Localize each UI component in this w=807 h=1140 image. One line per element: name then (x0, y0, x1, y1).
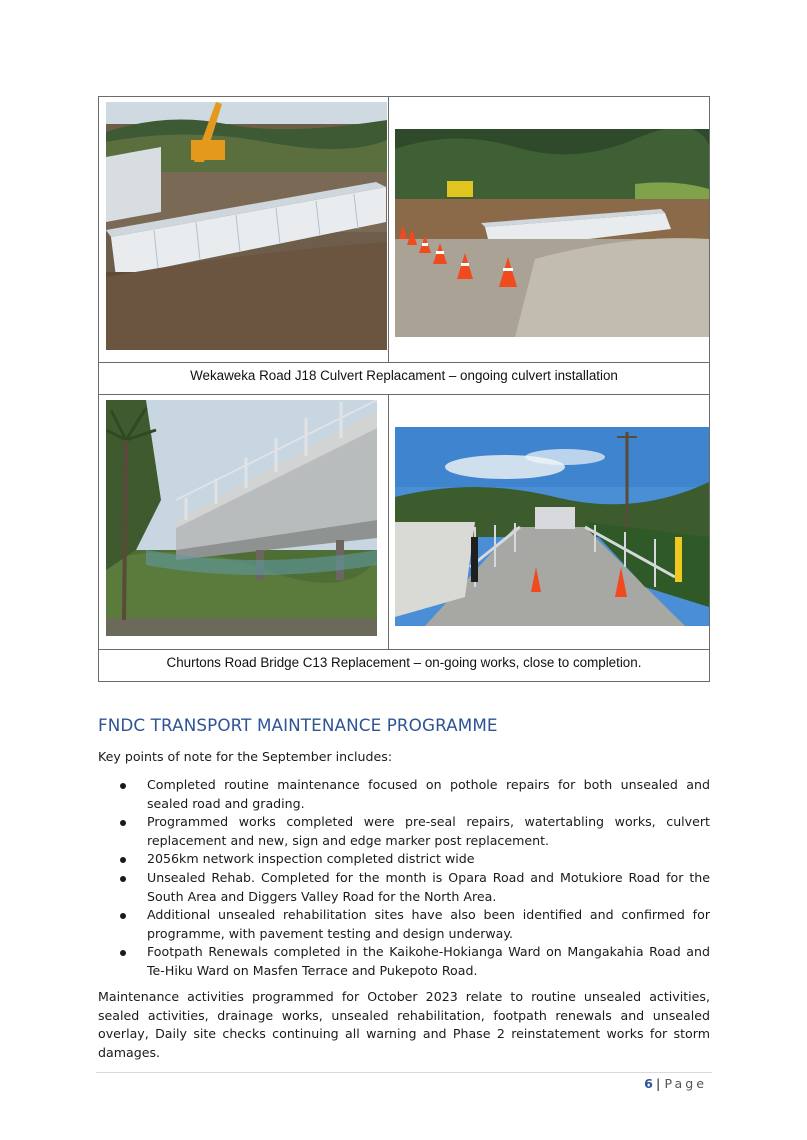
list-item: Programmed works completed were pre-seal repairs, watertabling works, culvert replacement and new, sign and edge marker post replacement. (118, 813, 710, 850)
bridge-deck-photo (395, 427, 709, 626)
footer-divider (96, 1072, 712, 1073)
list-item: 2056km network inspection completed district wide (118, 850, 710, 869)
section-intro: Key points of note for the September includes: (98, 749, 393, 764)
row2-caption: Churtons Road Bridge C13 Replacement – on-going works, close to completion. (166, 655, 642, 670)
page-separator: | (655, 1076, 661, 1091)
bullet-icon (120, 950, 126, 956)
list-item: Unsealed Rehab. Completed for the month is Opara Road and Motukiore Road for the South Area and Diggers Valley Road for the North Area. (118, 869, 710, 906)
bullet-icon (120, 876, 126, 882)
row1-caption: Wekaweka Road J18 Culvert Replacament – ongoing culvert installation (190, 368, 618, 383)
list-item: Additional unsealed rehabilitation sites have also been identified and confirmed for programme, with pavement testing and design underway. (118, 906, 710, 943)
bridge-side-photo (106, 400, 377, 636)
section-heading: FNDC TRANSPORT MAINTENANCE PROGRAMME (98, 715, 498, 735)
page-label: Page (664, 1076, 707, 1091)
photo-table (98, 96, 710, 682)
bullet-icon (120, 857, 126, 863)
bullet-icon (120, 820, 126, 826)
list-item: Completed routine maintenance focused on pothole repairs for both unsealed and sealed road and grading. (118, 776, 710, 813)
culvert-crane-photo (106, 102, 387, 350)
bullet-icon (120, 783, 126, 789)
list-item: Footpath Renewals completed in the Kaikohe-Hokianga Ward on Mangakahia Road and Te-Hiku Ward on Masfen Terrace and Pukepoto Road. (118, 943, 710, 980)
section-outro: Maintenance activities programmed for October 2023 relate to routine unsealed activities, sealed activities, drainage works, unsealed rehabilitation, footpath renewals and unsealed overlay, Daily site checks continuing all warning and Phase 2 reinstatement works for storm damages. (98, 989, 710, 1060)
bullet-icon (120, 913, 126, 919)
page-number (644, 1076, 707, 1091)
page-number-value: 6 (644, 1076, 653, 1091)
culvert-cones-photo (395, 129, 709, 337)
bullet-list (118, 776, 710, 981)
